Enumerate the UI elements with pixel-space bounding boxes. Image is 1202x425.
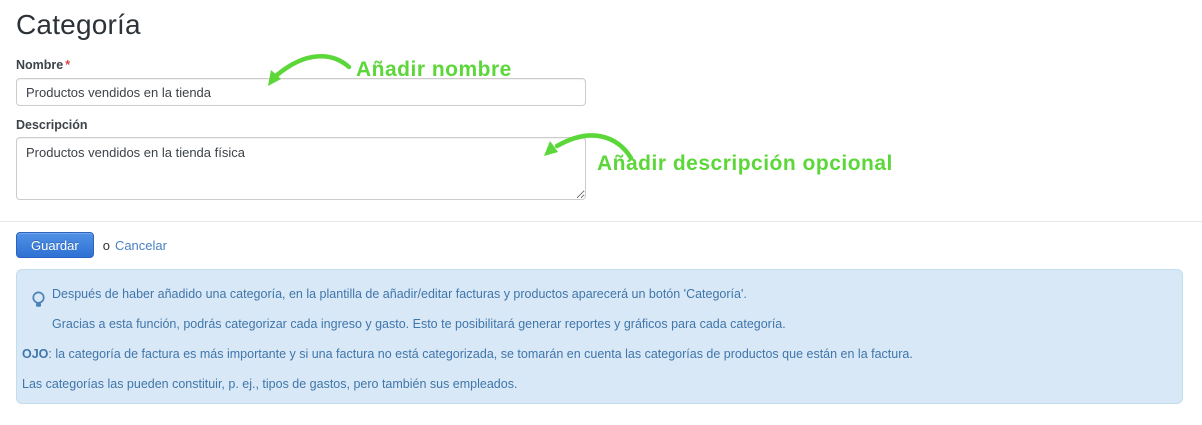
form-actions [16, 232, 1186, 258]
required-asterisk: * [65, 58, 71, 72]
info-paragraph-3-rest: : la categoría de factura es más importante y si una factura no está categorizada, se tomarán en cuenta las categorías de productos que están en la factura. [48, 347, 913, 361]
main-content [0, 9, 1202, 404]
info-box [16, 269, 1183, 404]
name-label-text: Nombre [16, 58, 64, 72]
description-label [16, 118, 1186, 132]
info-paragraph-3-bold: OJO [22, 347, 49, 361]
lightbulb-icon [32, 291, 45, 314]
description-textarea[interactable] [16, 137, 586, 200]
category-form-page [0, 9, 1202, 425]
description-label-text: Descripción [16, 118, 88, 132]
or-separator: o [102, 237, 110, 253]
section-divider [0, 221, 1202, 222]
info-paragraph-3 [22, 339, 1172, 369]
cancel-link[interactable]: Cancelar [114, 237, 167, 253]
info-paragraph-1: Después de haber añadido una categoría, en la plantilla de añadir/editar facturas y productos aparecerá un botón 'Categoría'. [52, 287, 747, 301]
page-title: Categoría [16, 9, 141, 40]
name-label [16, 58, 1186, 72]
annotation-add-description: Añadir descripción opcional [597, 152, 893, 175]
save-button[interactable]: Guardar [16, 232, 94, 258]
name-input[interactable] [16, 78, 586, 106]
info-paragraph-2: Gracias a esta función, podrás categorizar cada ingreso y gasto. Esto te posibilitará generar reportes y gráficos para cada categoría. [52, 317, 786, 331]
info-paragraph-4: Las categorías las pueden constituir, p. ej., tipos de gastos, pero también sus empleados. [22, 377, 518, 391]
annotation-add-name: Añadir nombre [356, 58, 512, 81]
